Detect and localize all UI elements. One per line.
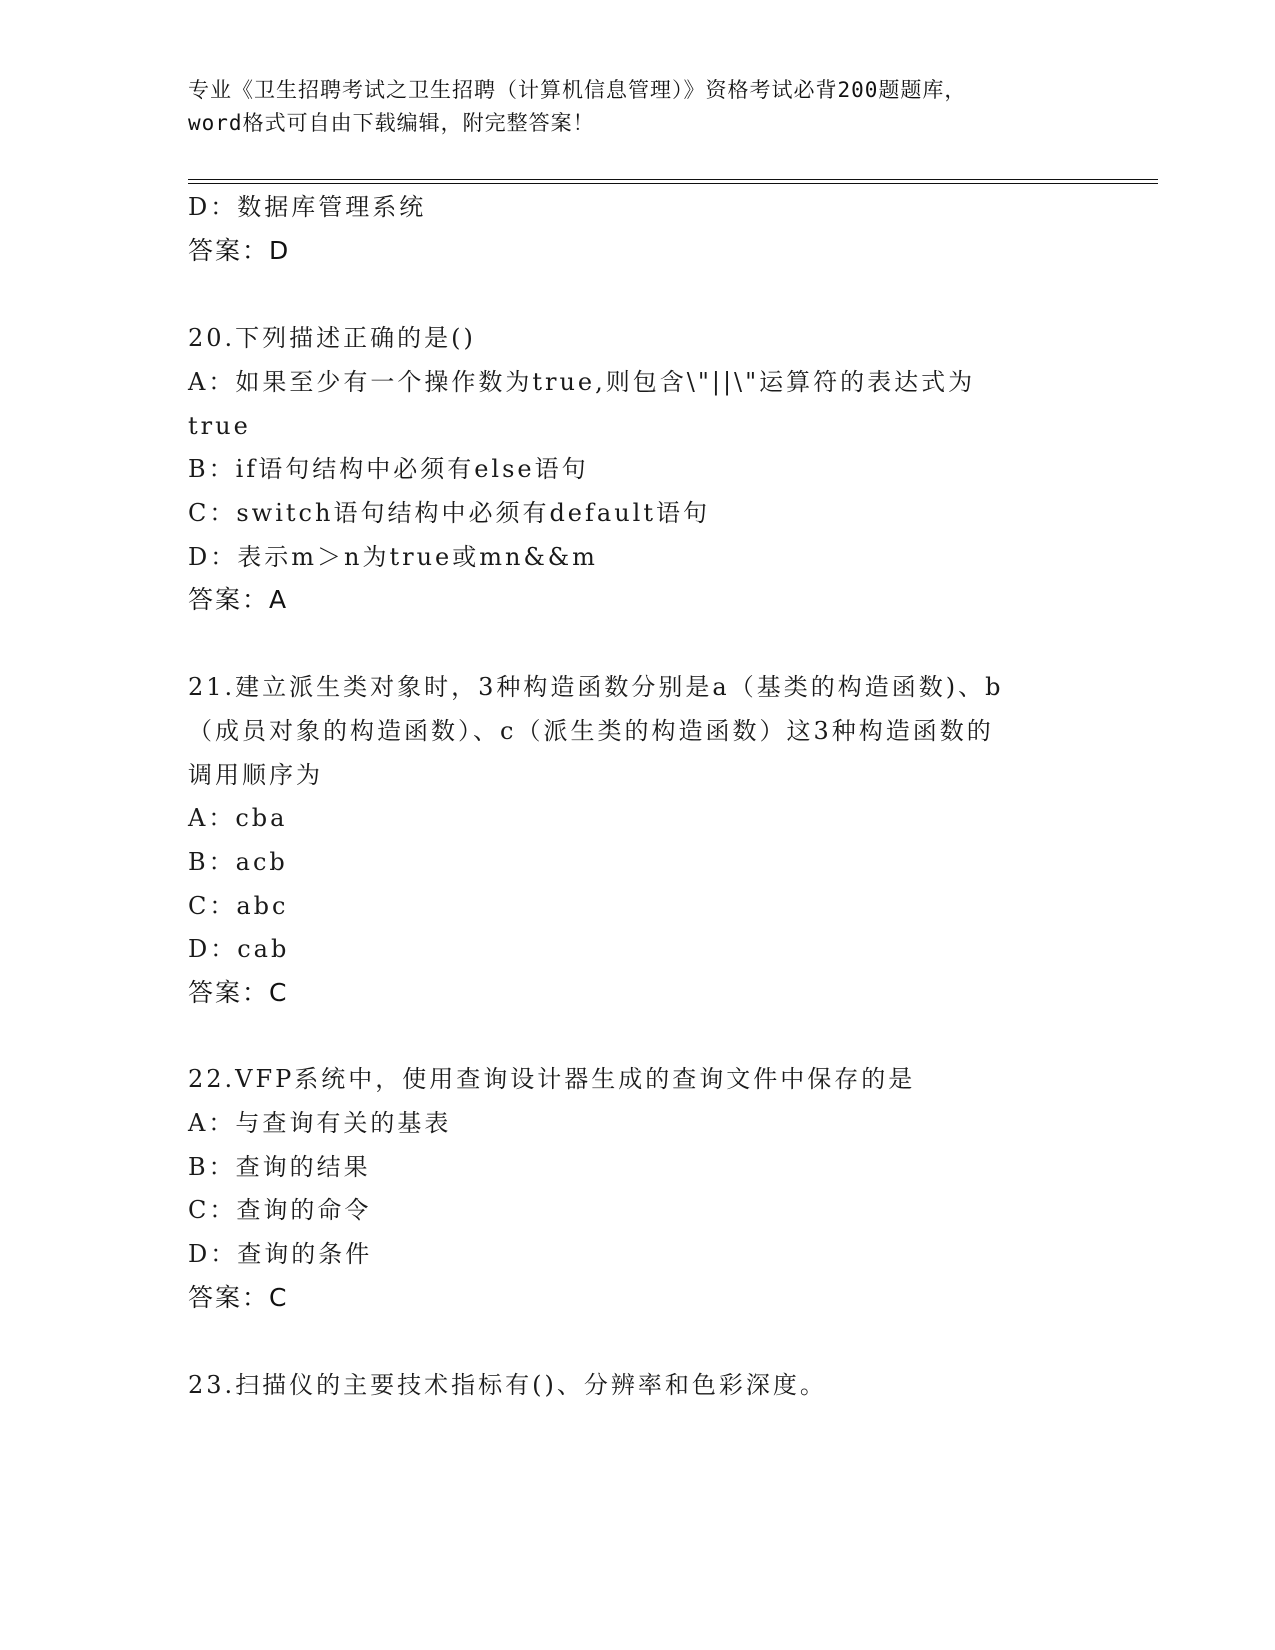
q21-option-b: B：acb bbox=[188, 848, 288, 876]
q23-question: 23.扫描仪的主要技术指标有()、分辨率和色彩深度。 bbox=[188, 1371, 827, 1399]
q22-option-a: A：与查询有关的基表 bbox=[188, 1109, 452, 1137]
q21-option-a: A：cba bbox=[188, 804, 288, 832]
q21-option-d: D：cab bbox=[188, 935, 290, 963]
document-header bbox=[188, 74, 1088, 140]
q22-option-b: B：查询的结果 bbox=[188, 1153, 371, 1181]
q20-option-d: D：表示m＞n为true或mn&&m bbox=[188, 543, 598, 571]
q22-option-c: C：查询的命令 bbox=[188, 1196, 372, 1224]
header-rule-bottom bbox=[188, 183, 1158, 184]
header-rule-top bbox=[188, 179, 1158, 180]
header-line-2: word格式可自由下载编辑，附完整答案！ bbox=[188, 111, 595, 135]
q19-answer: 答案：D bbox=[188, 236, 291, 265]
q20-answer: 答案：A bbox=[188, 585, 289, 614]
q20-option-a-line-2: true bbox=[188, 412, 251, 440]
q22-option-d: D：查询的条件 bbox=[188, 1240, 373, 1268]
q21-question-line-2: （成员对象的构造函数）、c（派生类的构造函数）这3种构造函数的 bbox=[188, 717, 994, 745]
q20-question: 20.下列描述正确的是() bbox=[188, 324, 476, 352]
q20-option-c: C：switch语句结构中必须有default语句 bbox=[188, 499, 710, 527]
q22-question: 22.VFP系统中，使用查询设计器生成的查询文件中保存的是 bbox=[188, 1065, 916, 1093]
q20-option-b: B：if语句结构中必须有else语句 bbox=[188, 455, 589, 483]
q21-answer: 答案：C bbox=[188, 978, 289, 1007]
header-line-1: 专业《卫生招聘考试之卫生招聘（计算机信息管理）》资格考试必背200题题库， bbox=[188, 78, 967, 102]
q22-answer: 答案：C bbox=[188, 1283, 289, 1312]
q20-option-a-line-1: A：如果至少有一个操作数为true,则包含\"||\"运算符的表达式为 bbox=[188, 368, 976, 396]
q19-option-d: D：数据库管理系统 bbox=[188, 193, 427, 221]
q21-question-line-3: 调用顺序为 bbox=[188, 761, 323, 789]
q21-question-line-1: 21.建立派生类对象时，3种构造函数分别是a（基类的构造函数)、b bbox=[188, 673, 1004, 701]
q21-option-c: C：abc bbox=[188, 892, 289, 920]
